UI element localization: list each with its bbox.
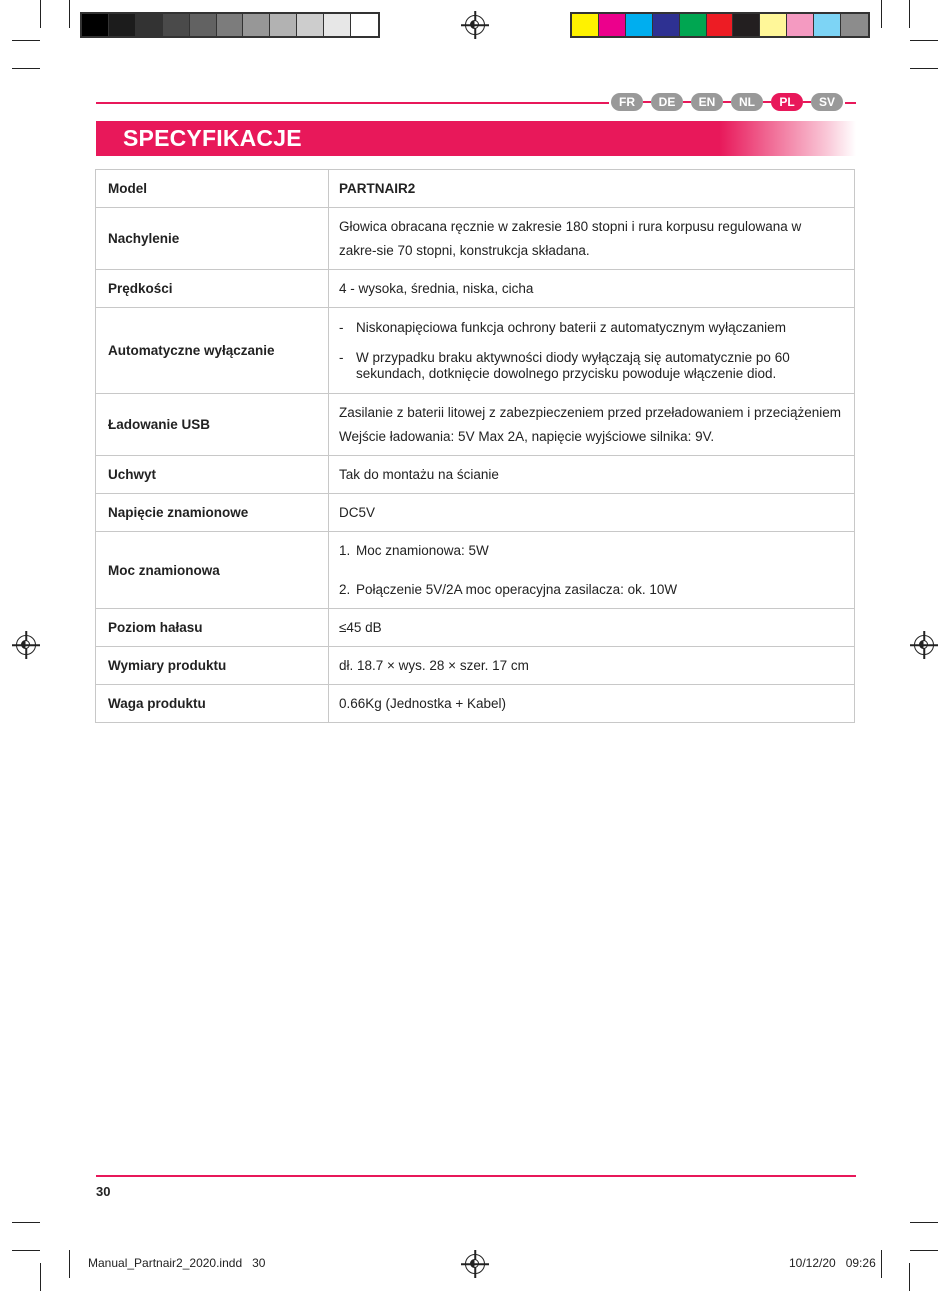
color-swatch bbox=[217, 14, 244, 36]
language-tab-en: EN bbox=[691, 93, 723, 111]
crop-mark bbox=[12, 1250, 40, 1251]
language-tab-de: DE bbox=[651, 93, 683, 111]
crop-mark bbox=[69, 0, 70, 28]
language-separator bbox=[683, 101, 691, 103]
color-swatch bbox=[109, 14, 136, 36]
registration-mark-icon bbox=[465, 1254, 485, 1274]
color-swatch bbox=[814, 14, 841, 36]
spec-value: dł. 18.7 × wys. 28 × szer. 17 cm bbox=[329, 647, 855, 685]
crop-mark bbox=[910, 1222, 938, 1223]
table-row bbox=[96, 308, 855, 394]
table-row bbox=[96, 208, 855, 270]
spec-value bbox=[329, 532, 855, 609]
spec-label: Nachylenie bbox=[96, 208, 329, 270]
color-swatch bbox=[190, 14, 217, 36]
language-separator bbox=[803, 101, 811, 103]
color-swatch bbox=[297, 14, 324, 36]
table-row bbox=[96, 609, 855, 647]
spec-label: Uchwyt bbox=[96, 456, 329, 494]
crop-mark bbox=[910, 40, 938, 41]
color-swatch bbox=[760, 14, 787, 36]
spec-value: DC5V bbox=[329, 494, 855, 532]
language-tabs bbox=[609, 93, 845, 111]
language-tab-pl: PL bbox=[771, 93, 803, 111]
table-row bbox=[96, 170, 855, 208]
registration-mark-icon bbox=[465, 15, 485, 35]
crop-mark bbox=[881, 0, 882, 28]
crop-mark bbox=[12, 40, 40, 41]
spec-label: Waga produktu bbox=[96, 685, 329, 723]
crop-mark bbox=[910, 68, 938, 69]
crop-mark bbox=[909, 0, 910, 28]
color-swatch bbox=[599, 14, 626, 36]
footer-rule bbox=[96, 1175, 856, 1177]
color-swatch bbox=[324, 14, 351, 36]
spec-value: PARTNAIR2 bbox=[329, 170, 855, 208]
crop-mark bbox=[69, 1250, 70, 1278]
color-swatch bbox=[733, 14, 760, 36]
list-item: - Niskonapięciowa funkcja ochrony baterii z automatycznym wyłączaniem bbox=[339, 320, 842, 336]
spec-value: Tak do montażu na ścianie bbox=[329, 456, 855, 494]
table-row bbox=[96, 270, 855, 308]
table-row bbox=[96, 532, 855, 609]
color-swatch bbox=[351, 14, 378, 36]
crop-mark bbox=[909, 1263, 910, 1291]
color-swatch bbox=[707, 14, 734, 36]
spec-label: Ładowanie USB bbox=[96, 394, 329, 456]
spec-line: Wejście ładowania: 5V Max 2A, napięcie wyjściowe silnika: 9V. bbox=[339, 428, 715, 444]
spec-label: Automatyczne wyłączanie bbox=[96, 308, 329, 394]
table-row bbox=[96, 456, 855, 494]
page-title: SPECYFIKACJE bbox=[123, 125, 302, 151]
title-banner bbox=[96, 121, 856, 156]
color-swatch bbox=[626, 14, 653, 36]
language-tab-fr: FR bbox=[611, 93, 643, 111]
spec-value: ≤45 dB bbox=[329, 609, 855, 647]
print-slug-file: Manual_Partnair2_2020.indd 30 bbox=[88, 1256, 266, 1270]
numbered-list bbox=[339, 543, 842, 598]
registration-mark-icon bbox=[16, 635, 36, 655]
color-swatch bbox=[163, 14, 190, 36]
process-color-bar bbox=[570, 12, 870, 38]
table-row bbox=[96, 494, 855, 532]
color-swatch bbox=[243, 14, 270, 36]
crop-mark bbox=[881, 1250, 882, 1278]
spec-label: Model bbox=[96, 170, 329, 208]
list-item bbox=[339, 582, 842, 598]
spec-label: Moc znamionowa bbox=[96, 532, 329, 609]
page-number: 30 bbox=[96, 1184, 111, 1199]
spec-value: 4 - wysoka, średnia, niska, cicha bbox=[329, 270, 855, 308]
color-swatch bbox=[572, 14, 599, 36]
crop-mark bbox=[40, 1263, 41, 1291]
spec-value bbox=[329, 394, 855, 456]
spec-value bbox=[329, 308, 855, 394]
color-swatch bbox=[82, 14, 109, 36]
crop-mark bbox=[12, 1222, 40, 1223]
spec-label: Napięcie znamionowe bbox=[96, 494, 329, 532]
list-text: Połączenie 5V/2A moc operacyjna zasilacza: ok. 10W bbox=[356, 581, 678, 597]
language-separator bbox=[643, 101, 651, 103]
spec-value: Głowica obracana ręcznie w zakresie 180 stopni i rura korpusu regulowana w zakre-sie 70 stopni, konstrukcja składana. bbox=[329, 208, 855, 270]
color-swatch bbox=[787, 14, 814, 36]
list-text: Moc znamionowa: 5W bbox=[356, 542, 489, 558]
color-swatch bbox=[841, 14, 868, 36]
list-item: - W przypadku braku aktywności diody wyłączają się automatycznie po 60 sekundach, dotknięcie dowolnego przycisku powoduje włączenie diod. bbox=[339, 350, 842, 382]
registration-mark-icon bbox=[914, 635, 934, 655]
spec-value: 0.66Kg (Jednostka + Kabel) bbox=[329, 685, 855, 723]
spec-label: Poziom hałasu bbox=[96, 609, 329, 647]
language-tab-sv: SV bbox=[811, 93, 843, 111]
color-swatch bbox=[270, 14, 297, 36]
language-separator bbox=[723, 101, 731, 103]
spec-table bbox=[95, 169, 855, 723]
grayscale-color-bar bbox=[80, 12, 380, 38]
spec-label: Wymiary produktu bbox=[96, 647, 329, 685]
spec-line: Zasilanie z baterii litowej z zabezpieczeniem przed przeładowaniem i przeciążeniem bbox=[339, 404, 841, 420]
bullet-list bbox=[339, 320, 842, 382]
table-row bbox=[96, 685, 855, 723]
list-number: 1. bbox=[339, 542, 351, 558]
color-swatch bbox=[680, 14, 707, 36]
table-row bbox=[96, 647, 855, 685]
spec-label: Prędkości bbox=[96, 270, 329, 308]
language-separator bbox=[763, 101, 771, 103]
color-swatch bbox=[136, 14, 163, 36]
crop-mark bbox=[40, 0, 41, 28]
crop-mark bbox=[12, 68, 40, 69]
table-row bbox=[96, 394, 855, 456]
print-slug-date: 10/12/20 09:26 bbox=[789, 1256, 876, 1270]
color-swatch bbox=[653, 14, 680, 36]
list-item bbox=[339, 543, 842, 559]
language-tab-nl: NL bbox=[731, 93, 763, 111]
list-number: 2. bbox=[339, 581, 351, 597]
crop-mark bbox=[910, 1250, 938, 1251]
